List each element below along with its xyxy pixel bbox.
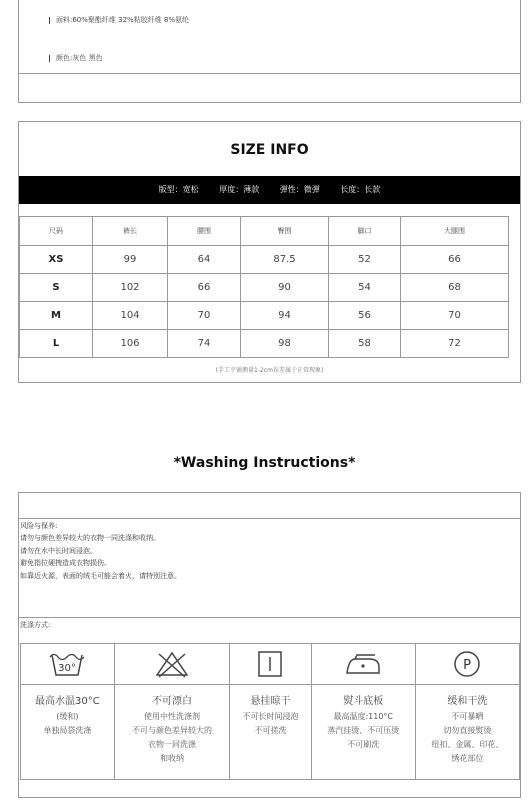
table-cell: 90: [241, 274, 329, 302]
care-text-cell: [415, 685, 519, 780]
table-cell: 98: [241, 330, 329, 358]
material-section: [18, 0, 521, 103]
header-cell: 脚口: [329, 217, 401, 246]
care-title: 熨斗底板: [343, 696, 384, 707]
care-text-cell: [114, 685, 230, 780]
divider: [19, 617, 520, 618]
bullet-mark: [49, 17, 50, 24]
care-icon-cell: [311, 644, 415, 685]
fabric-text: 面料:60%聚酯纤维 32%粘胶纤维 8%氨纶: [56, 16, 190, 24]
care-title: 缓和干洗: [447, 696, 488, 707]
spec-thickness: 厚度：薄款: [219, 185, 260, 194]
risk-heading: 风险与保养:: [20, 522, 58, 530]
size-table-header: [20, 217, 509, 246]
care-table: [20, 643, 520, 780]
care-text-cell: [230, 685, 311, 780]
table-cell: 87.5: [241, 246, 329, 274]
table-cell: 104: [93, 302, 168, 330]
fabric-line: [49, 15, 189, 25]
care-line: 绣花部位: [451, 754, 484, 763]
care-line: 使用中性洗涤剂: [144, 712, 201, 721]
care-icon-cell: [21, 644, 115, 685]
care-title: 最高水温30°C: [35, 696, 100, 707]
size-cell: L: [20, 330, 93, 358]
table-row: [20, 274, 509, 302]
care-icon-cell: [230, 644, 311, 685]
risk-line: 如靠近火源，表面的绒毛可能会着火，请特别注意。: [20, 572, 181, 580]
table-cell: 68: [401, 274, 509, 302]
header-cell: 裤长: [93, 217, 168, 246]
color-text: 颜色:灰色 黑色: [56, 54, 103, 62]
size-table: [19, 216, 509, 358]
care-line: 最高温度:110°C: [333, 712, 394, 721]
care-line: 单独局袋洗涤: [43, 726, 92, 735]
care-text-row: [21, 685, 520, 780]
washing-section: [18, 492, 521, 798]
table-row: [20, 330, 509, 358]
measurement-note: (手工平铺测量1-2cm误差属于正常现象): [215, 367, 324, 374]
care-title: 不可漂白: [152, 696, 193, 707]
header-cell: 腰围: [168, 217, 241, 246]
table-cell: 72: [401, 330, 509, 358]
table-cell: 70: [168, 302, 241, 330]
method-heading: 洗涤方式:: [20, 621, 51, 629]
care-line: 不可暴晒: [451, 712, 484, 721]
iron-icon: [345, 649, 381, 679]
care-title: 悬挂晾干: [250, 696, 291, 707]
size-cell: XS: [20, 246, 93, 274]
care-line: (缓和): [56, 712, 79, 721]
size-cell: M: [20, 302, 93, 330]
header-cell: 尺码: [20, 217, 93, 246]
header-cell: 大腿围: [401, 217, 509, 246]
washing-title: *Washing Instructions*: [173, 455, 356, 471]
hang-dry-icon: [252, 649, 288, 679]
table-cell: 70: [401, 302, 509, 330]
table-cell: 64: [168, 246, 241, 274]
dry-clean-p-icon: [449, 649, 485, 679]
care-line: 纽扣、金属、印花、: [431, 740, 504, 749]
care-icons-row: [21, 644, 520, 685]
care-icon-cell: [114, 644, 230, 685]
table-row: [20, 246, 509, 274]
no-bleach-icon: [154, 649, 190, 679]
care-text-cell: [21, 685, 115, 780]
table-cell: 56: [329, 302, 401, 330]
wash-30-icon: [49, 649, 85, 679]
size-info-section: [18, 121, 521, 383]
care-line: 和收纳: [160, 754, 185, 763]
size-cell: S: [20, 274, 93, 302]
care-line: 不可与颜色差异较大的: [132, 726, 213, 735]
table-row: [20, 302, 509, 330]
wash-temp-label: 30°: [58, 663, 77, 674]
table-cell: 66: [168, 274, 241, 302]
care-line: 衣物一同洗涤: [148, 740, 197, 749]
care-text-cell: [311, 685, 415, 780]
care-line: 不可搓洗: [254, 726, 287, 735]
table-cell: 52: [329, 246, 401, 274]
divider: [19, 73, 520, 74]
spec-elasticity: 弹性：微弹: [279, 185, 320, 194]
color-line: [49, 53, 103, 63]
header-cell: 臀围: [241, 217, 329, 246]
care-icon-cell: [415, 644, 519, 685]
size-info-title: SIZE INFO: [230, 142, 309, 158]
table-cell: 106: [93, 330, 168, 358]
table-cell: 58: [329, 330, 401, 358]
spec-bar: [19, 176, 520, 204]
table-cell: 54: [329, 274, 401, 302]
risk-line: 请勿在水中长时间浸泡。: [20, 547, 97, 555]
divider: [19, 518, 520, 519]
spec-fit: 版型：宽松: [158, 185, 199, 194]
care-line: 不可刷洗: [347, 740, 380, 749]
care-line: 蒸汽挂烫、不可压烫: [327, 726, 400, 735]
risk-line: 避免指拉硬拽造成衣物损伤。: [20, 559, 111, 567]
table-cell: 66: [401, 246, 509, 274]
risk-line: 请勿与颜色差异较大的衣物一同洗涤和收纳。: [20, 534, 160, 542]
bullet-mark: [49, 55, 50, 62]
table-cell: 102: [93, 274, 168, 302]
table-cell: 74: [168, 330, 241, 358]
care-line: 不可长时间浸泡: [242, 712, 299, 721]
care-line: 切勿直接熨烫: [443, 726, 492, 735]
table-cell: 99: [93, 246, 168, 274]
table-cell: 94: [241, 302, 329, 330]
dry-clean-letter: P: [463, 658, 472, 673]
spec-length: 长度：长款: [340, 185, 381, 194]
